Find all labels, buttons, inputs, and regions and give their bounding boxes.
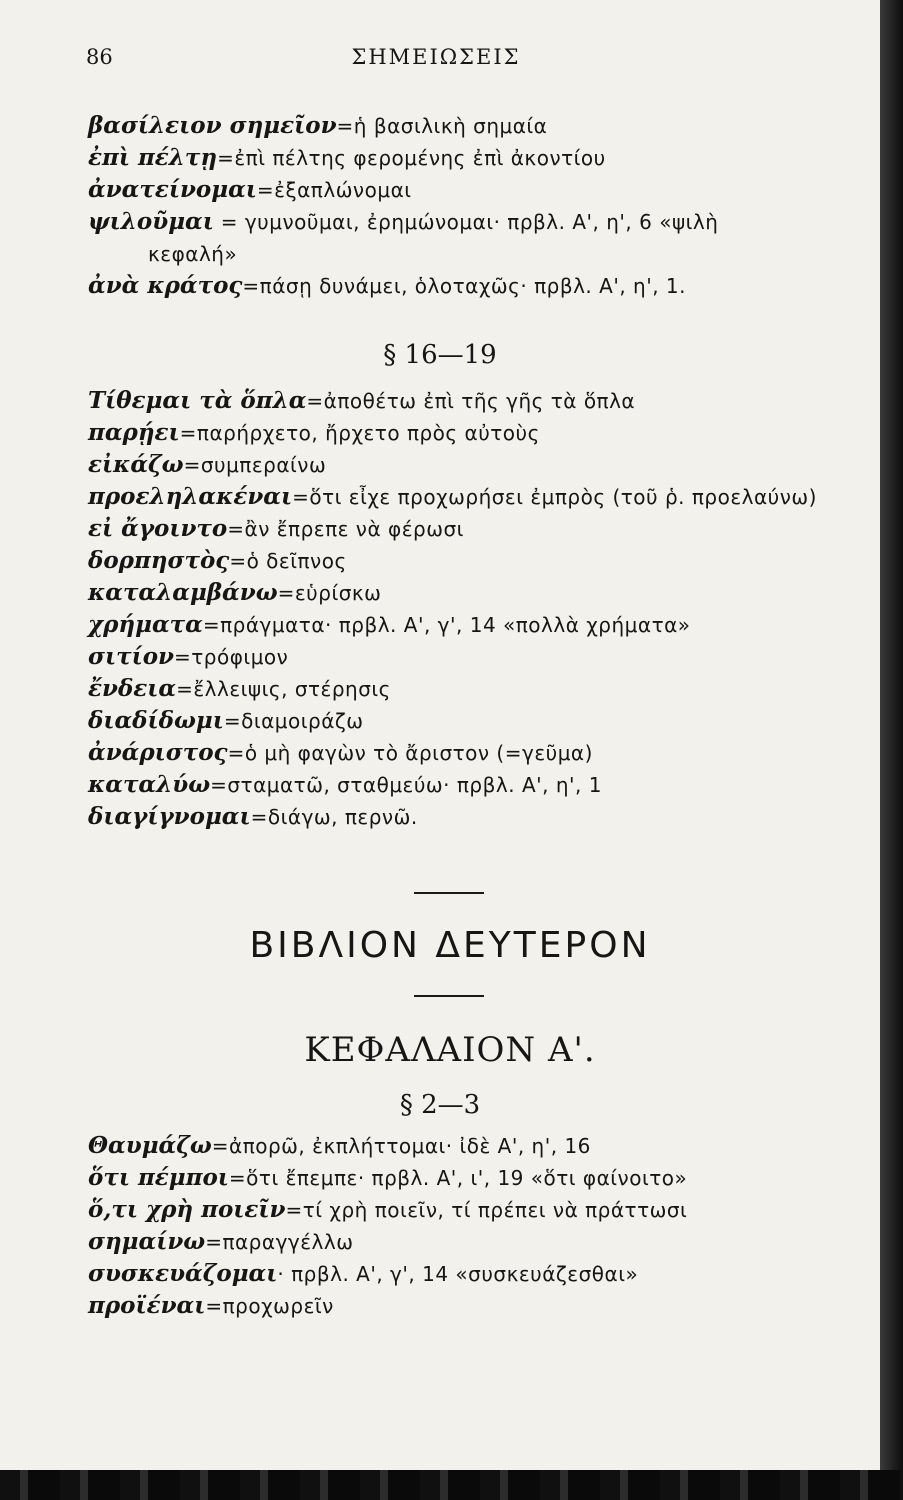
divider-rule [414, 995, 484, 997]
note-entry-continuation: κεφαλή» [148, 242, 238, 266]
note-entry: ὅτι πέμποι=ὅτι ἔπεμπε· πρβλ. Α', ι', 19 «ὅτι φαίνοιτο» [88, 1164, 688, 1191]
page-bottom-edge [0, 1470, 903, 1500]
note-entry: Θαυμάζω=ἀπορῶ, ἐκπλήττομαι· ἰδὲ Α', η', 16 [88, 1132, 591, 1159]
note-entry: Τίθεμαι τὰ ὅπλα=ἀποθέτω ἐπὶ τῆς γῆς τὰ ὅπλα [88, 387, 636, 414]
note-entry: σημαίνω=παραγγέλλω [88, 1228, 354, 1255]
section-heading: § 16—19 [383, 340, 497, 370]
page-header [86, 45, 786, 75]
note-entry: εἰ ἄγοιντο=ἂν ἔπρεπε νὰ φέρωσι [88, 515, 464, 542]
note-entry: ἐπὶ πέλτῃ=ἐπὶ πέλτης φερομένης ἐπὶ ἀκοντίου [88, 144, 606, 171]
note-entry: ἀνάριστος=ὁ μὴ φαγὼν τὸ ἄριστον (=γεῦμα) [88, 739, 593, 766]
notes-block-1 [88, 110, 868, 302]
page-number: 86 [86, 45, 113, 69]
chapter-title: ΚΕΦΑΛΑΙΟΝ Α'. [304, 1030, 596, 1070]
note-entry: διαγίγνομαι=διάγω, περνῶ. [88, 803, 418, 830]
section-heading: § 2—3 [399, 1090, 481, 1120]
note-entry: καταλαμβάνω=εὑρίσκω [88, 579, 382, 606]
note-entry: εἰκάζω=συμπεραίνω [88, 451, 327, 478]
notes-block-3 [88, 1130, 868, 1322]
note-entry: χρήματα=πράγματα· πρβλ. Α', γ', 14 «πολλὰ χρήματα» [88, 611, 691, 638]
book-spine-shadow [880, 0, 903, 1500]
note-entry: ὅ,τι χρὴ ποιεῖν=τί χρὴ ποιεῖν, τί πρέπει νὰ πράττωσι [88, 1196, 688, 1223]
note-entry: ψιλοῦμαι = γυμνοῦμαι, ἐρημώνομαι· πρβλ. Α', η', 6 «ψιλὴ [88, 208, 719, 235]
note-entry: παρῄει=παρήρχετο, ἤρχετο πρὸς αὐτοὺς [88, 419, 540, 446]
note-entry: καταλύω=σταματῶ, σταθμεύω· πρβλ. Α', η', 1 [88, 771, 602, 798]
note-entry: ἀνὰ κράτος=πάσῃ δυνάμει, ὁλοταχῶς· πρβλ. Α', η', 1. [88, 272, 686, 299]
note-entry: βασίλειον σημεῖον=ἡ βασιλικὴ σημαία [88, 112, 548, 139]
running-head: ΣΗΜΕΙΩΣΕΙΣ [351, 45, 521, 69]
note-entry: διαδίδωμι=διαμοιράζω [88, 707, 364, 734]
note-entry: σιτίον=τρόφιμον [88, 643, 289, 670]
note-entry: ἀνατείνομαι=ἐξαπλώνομαι [88, 176, 412, 203]
notes-block-2 [88, 385, 868, 833]
note-entry: δορπηστὸς=ὁ δεῖπνος [88, 547, 347, 574]
book-title: ΒΙΒΛΙΟΝ ΔΕΥΤΕΡΟΝ [249, 925, 651, 966]
note-entry: προεληλακέναι=ὅτι εἶχε προχωρήσει ἐμπρὸς (τοῦ ῥ. προελαύνω) [88, 483, 817, 510]
note-entry: ἔνδεια=ἔλλειψις, στέρησις [88, 675, 391, 702]
note-entry: προϊέναι=προχωρεῖν [88, 1292, 334, 1319]
divider-rule [414, 892, 484, 894]
note-entry: συσκευάζομαι· πρβλ. Α', γ', 14 «συσκευάζεσθαι» [88, 1260, 639, 1287]
